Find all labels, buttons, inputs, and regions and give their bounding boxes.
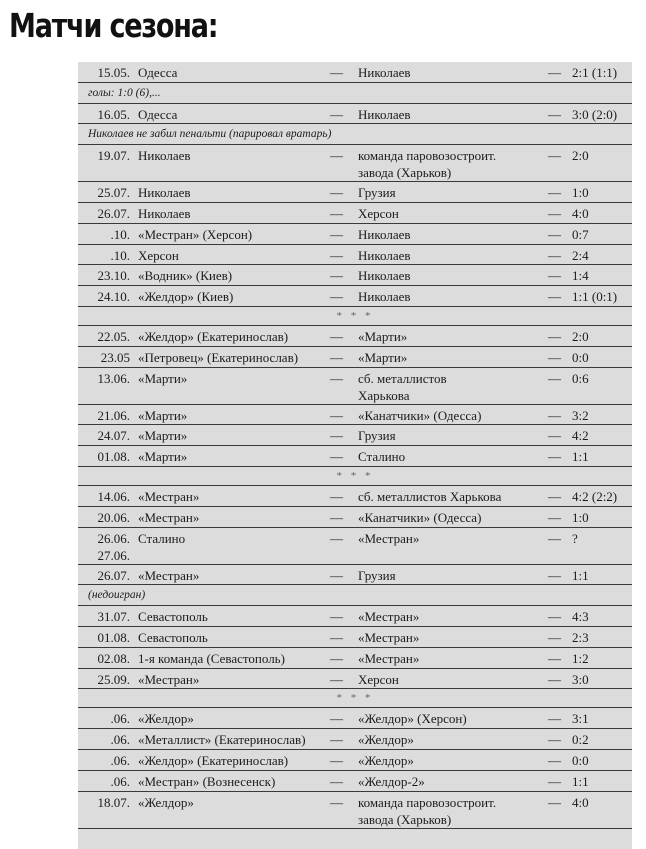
home-team: «Местран»	[138, 567, 200, 583]
away-team-line: команда паровозостроит.	[358, 148, 497, 164]
section-divider	[78, 689, 632, 708]
home-team: «Желдор» (Екатеринослав)	[138, 328, 289, 344]
match-row	[78, 528, 632, 565]
away-team: «Желдор»	[358, 732, 414, 748]
match-date: 14.06.	[97, 488, 130, 504]
away-team: Николаев	[358, 289, 411, 305]
separator-dash: —	[548, 567, 561, 583]
separator-dash: —	[548, 148, 561, 164]
separator-dash: —	[548, 629, 561, 645]
match-date: .06.	[110, 752, 130, 768]
away-team: «Местран»	[358, 530, 420, 546]
match-date: .06.	[110, 773, 130, 789]
separator-dash: —	[330, 650, 343, 666]
match-row	[78, 347, 632, 368]
home-team: Одесса	[138, 106, 178, 122]
match-row	[78, 627, 632, 648]
match-date: 20.06.	[97, 509, 130, 525]
separator-dash: —	[330, 732, 343, 748]
separator-dash: —	[330, 106, 343, 122]
section-divider-stars: * * *	[336, 309, 374, 322]
separator-dash: —	[548, 407, 561, 423]
match-date: 23.05	[100, 349, 130, 365]
match-row	[78, 606, 632, 627]
separator-dash: —	[330, 428, 343, 444]
home-team: 1-я команда (Севастополь)	[138, 650, 285, 666]
away-team: «Канатчики» (Одесса)	[358, 509, 482, 525]
away-team-line: завода (Харьков)	[358, 811, 452, 827]
section-divider	[78, 307, 632, 326]
match-score: 0:7	[572, 226, 589, 242]
away-team: Николаев	[358, 226, 411, 242]
match-note: (недоигран)	[88, 589, 146, 602]
separator-dash: —	[548, 488, 561, 504]
home-team: «Желдор» (Киев)	[138, 289, 234, 305]
match-score: 1:1	[572, 567, 589, 583]
match-date: 19.07.	[97, 148, 130, 164]
away-team-line: завода (Харьков)	[358, 165, 452, 181]
match-score: 2:0	[572, 328, 589, 344]
match-score: 2:3	[572, 629, 589, 645]
separator-dash: —	[330, 268, 343, 284]
separator-dash: —	[548, 268, 561, 284]
match-date: 01.08.	[97, 629, 130, 645]
match-score: 1:1	[572, 449, 589, 465]
home-team: «Металлист» (Екатеринослав)	[138, 732, 306, 748]
separator-dash: —	[330, 752, 343, 768]
match-row	[78, 669, 632, 690]
separator-dash: —	[548, 773, 561, 789]
match-row	[78, 507, 632, 528]
separator-dash: —	[548, 349, 561, 365]
page-title: Матчи сезона:	[9, 6, 218, 45]
match-date: 22.05.	[97, 328, 130, 344]
home-team: «Местран»	[138, 671, 200, 687]
away-team: Николаев	[358, 65, 411, 80]
separator-dash: —	[330, 185, 343, 201]
match-row	[78, 62, 632, 83]
match-date: .06.	[110, 732, 130, 748]
match-note: голы: 1:0 (6),...	[88, 86, 161, 99]
match-date-line: 27.06.	[97, 547, 130, 563]
home-team: Одесса	[138, 65, 178, 80]
home-team: «Петровец» (Екатеринослав)	[138, 349, 299, 365]
match-date: 01.08.	[97, 449, 130, 465]
away-team: Николаев	[358, 268, 411, 284]
match-row	[78, 104, 632, 125]
home-team: «Местран» (Вознесенск)	[138, 773, 276, 789]
match-score: 0:0	[572, 349, 589, 365]
home-team: «Местран»	[138, 509, 200, 525]
match-date-line: 26.06.	[97, 530, 130, 546]
match-score: 4:2 (2:2)	[572, 488, 618, 504]
separator-dash: —	[548, 289, 561, 305]
separator-dash: —	[330, 247, 343, 263]
match-date: 13.06.	[97, 370, 130, 386]
separator-dash: —	[330, 65, 343, 80]
section-divider	[78, 467, 632, 486]
match-score: 1:1	[572, 773, 589, 789]
match-date: .10.	[110, 226, 130, 242]
separator-dash: —	[548, 794, 561, 810]
match-score: 3:0 (2:0)	[572, 106, 618, 122]
match-score: 4:3	[572, 609, 589, 625]
match-date: 16.05.	[97, 106, 130, 122]
separator-dash: —	[330, 567, 343, 583]
match-row	[78, 729, 632, 750]
away-team: «Желдор-2»	[358, 773, 425, 789]
home-team: «Желдор»	[138, 711, 194, 727]
match-row	[78, 265, 632, 286]
separator-dash: —	[548, 226, 561, 242]
match-row	[78, 145, 632, 182]
separator-dash: —	[330, 671, 343, 687]
match-date: 18.07.	[97, 794, 130, 810]
away-team: Николаев	[358, 247, 411, 263]
match-score: 2:4	[572, 247, 589, 263]
home-team: Сталино	[138, 530, 186, 546]
separator-dash: —	[548, 185, 561, 201]
separator-dash: —	[330, 370, 343, 386]
section-divider-stars: * * *	[336, 692, 374, 705]
separator-dash: —	[548, 205, 561, 221]
home-team: «Водник» (Киев)	[138, 268, 233, 284]
note-row	[78, 83, 632, 104]
match-score: 1:4	[572, 268, 589, 284]
match-date: 15.05.	[97, 65, 130, 80]
separator-dash: —	[548, 449, 561, 465]
away-team-line: команда паровозостроит.	[358, 794, 497, 810]
away-team: Херсон	[358, 671, 399, 687]
away-team: «Местран»	[358, 629, 420, 645]
match-date: .10.	[110, 247, 130, 263]
section-divider-stars: * * *	[336, 469, 374, 482]
separator-dash: —	[330, 509, 343, 525]
match-row	[78, 405, 632, 426]
separator-dash: —	[548, 65, 561, 80]
separator-dash: —	[548, 732, 561, 748]
away-team-line: Харькова	[358, 387, 410, 403]
match-date: 25.07.	[97, 185, 130, 201]
match-score: 2:1 (1:1)	[572, 65, 618, 80]
separator-dash: —	[330, 349, 343, 365]
match-score: 3:2	[572, 407, 589, 423]
separator-dash: —	[330, 328, 343, 344]
match-score: 1:1 (0:1)	[572, 289, 618, 305]
match-row	[78, 708, 632, 729]
match-table-panel	[78, 62, 632, 849]
match-score: 3:1	[572, 711, 589, 727]
separator-dash: —	[330, 449, 343, 465]
home-team: «Местран»	[138, 488, 200, 504]
match-score: 0:2	[572, 732, 589, 748]
home-team: «Марти»	[138, 428, 188, 444]
match-score: 0:6	[572, 370, 589, 386]
home-team: «Марти»	[138, 370, 188, 386]
match-date: 02.08.	[97, 650, 130, 666]
match-score: 4:0	[572, 205, 589, 221]
separator-dash: —	[548, 752, 561, 768]
match-score: 0:0	[572, 752, 589, 768]
match-row	[78, 792, 632, 829]
separator-dash: —	[330, 773, 343, 789]
match-row	[78, 565, 632, 586]
match-row	[78, 326, 632, 347]
home-team: «Желдор»	[138, 794, 194, 810]
home-team: Херсон	[138, 247, 179, 263]
separator-dash: —	[330, 148, 343, 164]
separator-dash: —	[548, 509, 561, 525]
note-row	[78, 585, 632, 606]
home-team: «Местран» (Херсон)	[138, 226, 253, 242]
match-date	[88, 530, 130, 564]
away-team: «Желдор» (Херсон)	[358, 711, 467, 727]
match-row	[78, 368, 632, 405]
home-team: Николаев	[138, 205, 191, 221]
away-team: Грузия	[358, 567, 396, 583]
home-team: «Желдор» (Екатеринослав)	[138, 752, 289, 768]
separator-dash: —	[548, 247, 561, 263]
match-row	[78, 245, 632, 266]
match-date: 24.10.	[97, 289, 130, 305]
match-score: 3:0	[572, 671, 589, 687]
match-score: ?	[572, 530, 578, 546]
separator-dash: —	[548, 530, 561, 546]
separator-dash: —	[548, 671, 561, 687]
home-team: «Марти»	[138, 407, 188, 423]
match-date: 26.07.	[97, 205, 130, 221]
match-note: Николаев не забил пенальти (парировал вратарь)	[88, 128, 332, 141]
home-team: Севастополь	[138, 609, 208, 625]
match-row	[78, 771, 632, 792]
home-team: Севастополь	[138, 629, 208, 645]
away-team: Херсон	[358, 205, 399, 221]
away-team: Грузия	[358, 428, 396, 444]
away-team: Грузия	[358, 185, 396, 201]
away-team	[358, 794, 496, 828]
match-score: 1:2	[572, 650, 589, 666]
away-team: Сталино	[358, 449, 406, 465]
match-date: 31.07.	[97, 609, 130, 625]
separator-dash: —	[330, 711, 343, 727]
away-team: «Желдор»	[358, 752, 414, 768]
match-date: 23.10.	[97, 268, 130, 284]
separator-dash: —	[548, 428, 561, 444]
match-row	[78, 486, 632, 507]
match-date: .06.	[110, 711, 130, 727]
home-team: Николаев	[138, 148, 191, 164]
separator-dash: —	[330, 488, 343, 504]
match-date: 25.09.	[97, 671, 130, 687]
match-row	[78, 750, 632, 771]
match-date: 26.07.	[97, 567, 130, 583]
match-row	[78, 224, 632, 245]
match-score: 1:0	[572, 509, 589, 525]
separator-dash: —	[330, 629, 343, 645]
match-score: 4:2	[572, 428, 589, 444]
match-table	[78, 62, 632, 829]
match-date: 21.06.	[97, 407, 130, 423]
separator-dash: —	[548, 609, 561, 625]
separator-dash: —	[548, 711, 561, 727]
separator-dash: —	[548, 106, 561, 122]
away-team: «Марти»	[358, 328, 408, 344]
note-row	[78, 124, 632, 145]
match-score: 2:0	[572, 148, 589, 164]
away-team: «Канатчики» (Одесса)	[358, 407, 482, 423]
away-team: «Местран»	[358, 650, 420, 666]
match-row	[78, 182, 632, 203]
home-team: Николаев	[138, 185, 191, 201]
match-score: 4:0	[572, 794, 589, 810]
separator-dash: —	[330, 530, 343, 546]
match-row	[78, 203, 632, 224]
match-row	[78, 425, 632, 446]
away-team: «Местран»	[358, 609, 420, 625]
away-team-line: сб. металлистов	[358, 370, 447, 386]
separator-dash: —	[330, 205, 343, 221]
match-date: 24.07.	[97, 428, 130, 444]
home-team: «Марти»	[138, 449, 188, 465]
separator-dash: —	[548, 328, 561, 344]
match-row	[78, 286, 632, 307]
match-score: 1:0	[572, 185, 589, 201]
away-team: «Марти»	[358, 349, 408, 365]
separator-dash: —	[330, 226, 343, 242]
separator-dash: —	[548, 370, 561, 386]
away-team	[358, 370, 447, 404]
away-team: сб. металлистов Харькова	[358, 488, 502, 504]
away-team	[358, 147, 496, 181]
separator-dash: —	[548, 650, 561, 666]
match-row	[78, 648, 632, 669]
separator-dash: —	[330, 289, 343, 305]
separator-dash: —	[330, 407, 343, 423]
separator-dash: —	[330, 794, 343, 810]
match-row	[78, 446, 632, 467]
away-team: Николаев	[358, 106, 411, 122]
separator-dash: —	[330, 609, 343, 625]
